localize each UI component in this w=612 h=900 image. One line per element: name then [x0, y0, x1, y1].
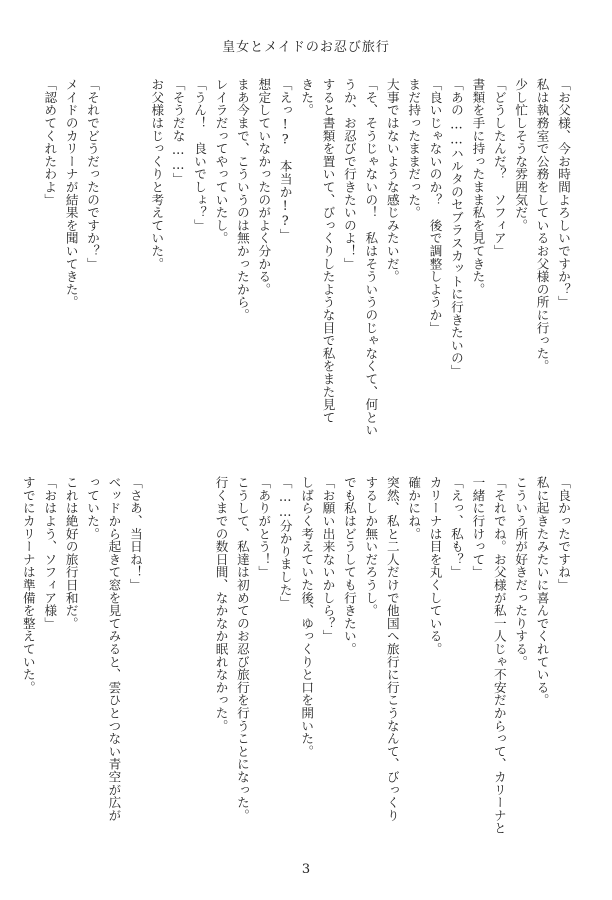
text-line: きた。	[299, 78, 315, 117]
text-line: お父様はじっくりと考えていた。	[149, 78, 165, 270]
text-line: 大事ではないような感じみたいだ。	[384, 78, 400, 283]
text-line: 突然、私と二人だけで他国へ旅行に行こうなんて、びっくり	[384, 476, 400, 822]
text-line: 「あの……ハルタのセブラスカットに行きたいの」	[448, 78, 464, 378]
text-line: まあ今まで、こういうのは無かったから。	[234, 78, 250, 322]
text-line: 「良いじゃないのか？ 後で調整しようか」	[427, 78, 443, 334]
text-line: 「……分かりました」	[277, 476, 293, 609]
text-line: っていた。	[85, 476, 101, 540]
text-line: こうして、私達は初めてのお忍び旅行を行うことになった。	[234, 476, 250, 822]
text-line: 「そうだな……」	[170, 78, 186, 186]
text-line: すると書類を置いて、びっくりしたような目で私をまた見て	[320, 78, 336, 424]
text-line: 「それでどうだったのですか？」	[85, 78, 101, 270]
text-line: ベッドから起きて窓を見てみると、雲ひとつない青空が広が	[106, 476, 122, 822]
text-line: カリーナは目を丸くしている。	[427, 476, 443, 656]
text-line	[146, 476, 167, 856]
text-line: すでにカリーナは準備を整えていた。	[20, 476, 36, 694]
text-line: するしか無いだろうし。	[363, 476, 379, 617]
text-line: 「そ、そうじゃないの！ 私はそういうのじゃなくて、何とい	[363, 78, 379, 437]
text-line	[124, 78, 145, 458]
text-line: 私は執務室で公務をしているお父様の所に行った。	[534, 78, 550, 373]
text-line	[167, 476, 188, 856]
text-line: 「えっ、私も？」	[448, 476, 464, 579]
page-number: 3	[301, 862, 311, 877]
text-line: 一緒に行けって」	[470, 476, 486, 579]
text-line: こういう所が好きだったりする。	[513, 476, 529, 668]
text-line: 私に起きたみたいに喜んでくれている。	[534, 476, 550, 707]
text-line: 想定していなかったのがよく分かる。	[256, 78, 272, 296]
text-line: 「ありがとう！」	[256, 476, 272, 579]
text-line	[189, 476, 210, 856]
text-line: メイドのカリーナが結果を聞いてきた。	[63, 78, 79, 309]
text-line: 「おはよう、ソフィア様」	[42, 476, 58, 630]
text-line: 「お父様、今お時間よろしいですか？」	[556, 78, 571, 309]
text-line: これは絶好の旅行日和だ。	[63, 476, 79, 630]
text-line: でも私はどうしても行きたい。	[341, 476, 357, 656]
text-line: しばらく考えていた後、ゆっくりと口を開いた。	[299, 476, 315, 758]
text-line	[103, 78, 124, 458]
text-line: 「お願い出来ないかしら？」	[320, 476, 336, 643]
text-line: 少し忙しそうな雰囲気だ。	[513, 78, 529, 232]
text-line: 「さあ、当日ね！」	[127, 476, 143, 592]
text-line: 確かにね。	[406, 476, 422, 540]
text-line: 「それでね。お父様が私一人じゃ不安だからって、カリーナと	[491, 476, 507, 835]
text-line: うか、お忍びで行きたいのよ！」	[341, 78, 357, 270]
text-line: 「認めてくれたわよ」	[42, 78, 58, 206]
text-line: 「えっ!? 本当か!?」	[277, 78, 293, 242]
lower-text-block	[20, 476, 574, 856]
text-line: 「良かったですね」	[556, 476, 571, 592]
text-line: レイラだってやっていたし。	[213, 78, 229, 245]
text-line: 「どうしたんだ？ ソフィア」	[491, 78, 507, 258]
upper-text-block	[38, 78, 574, 458]
page-title: 皇女とメイドのお忍び旅行	[222, 40, 390, 55]
text-line: 行くまでの数日間、なかなか眠れなかった。	[213, 476, 229, 732]
text-line: 「うん！ 良いでしょ？」	[192, 78, 208, 232]
text-line: 書類を手に持ったまま私を見てきた。	[470, 78, 486, 296]
text-line: まだ持ったままだった。	[406, 78, 422, 219]
